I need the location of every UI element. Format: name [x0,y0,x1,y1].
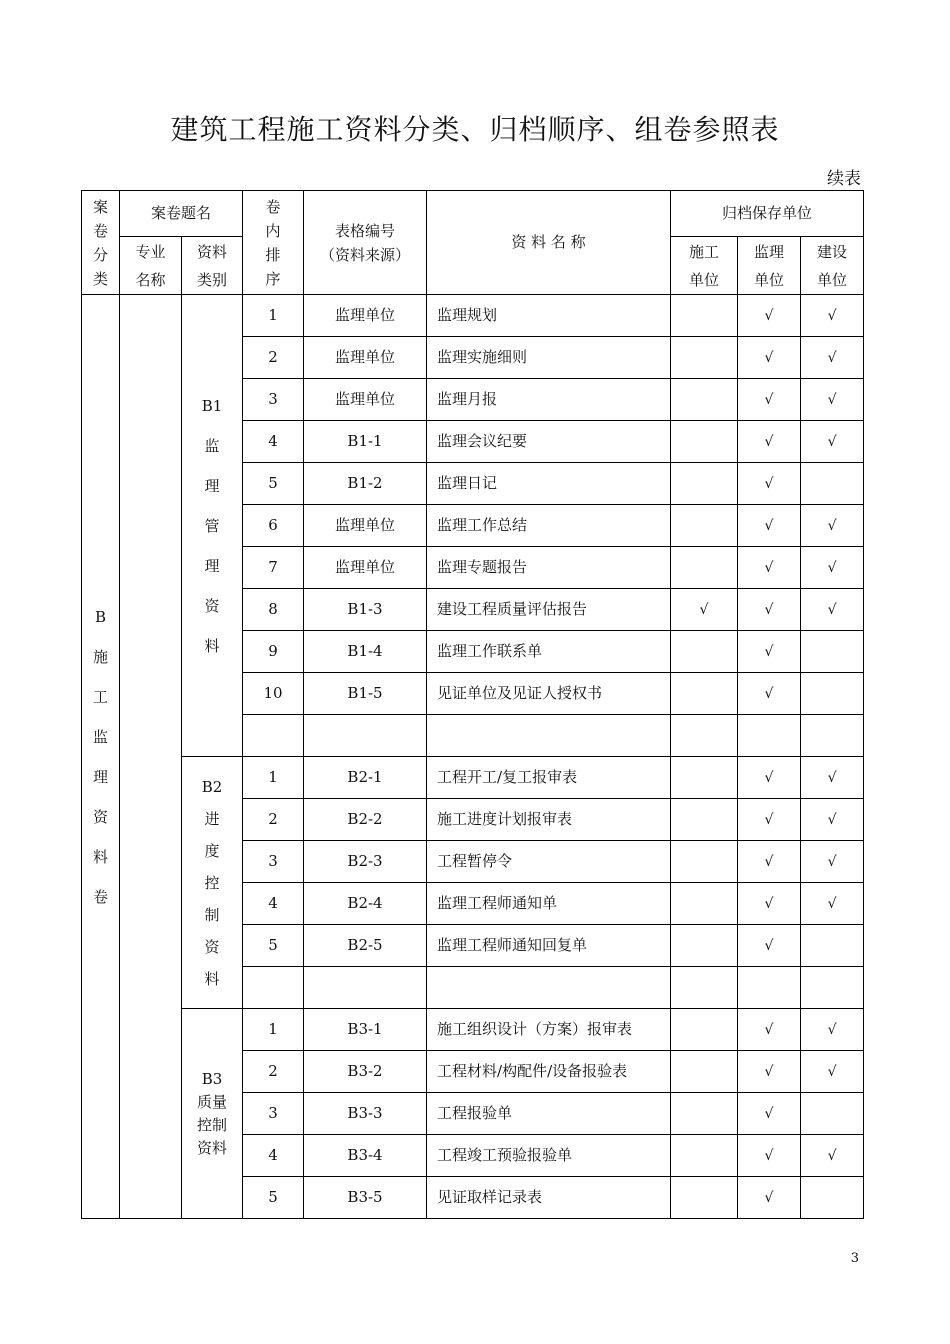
material-name-cell: 建设工程质量评估报告 [427,589,671,631]
material-name-cell [427,715,671,757]
header-case-category-text: 案 卷 分 类 [92,197,108,288]
material-name-cell: 监理工作联系单 [427,631,671,673]
material-name-cell: 工程报验单 [427,1093,671,1135]
supervision-check-cell [738,715,801,757]
check-mark: √ [764,307,774,324]
major-name-cell [120,295,182,1219]
construction-check-cell [671,715,738,757]
supervision-check-cell [738,1135,801,1177]
form-number-cell: B3-3 [304,1093,427,1135]
check-mark: √ [699,601,709,618]
table-row [82,1009,864,1051]
form-number-cell: B1-5 [304,673,427,715]
owner-check-cell [801,1135,864,1177]
check-mark: √ [764,895,774,912]
check-mark: √ [827,433,837,450]
check-mark: √ [827,559,837,576]
material-category-cell [182,1009,243,1219]
check-mark: √ [827,1147,837,1164]
owner-check-cell [801,421,864,463]
supervision-check-cell [738,1009,801,1051]
material-name-cell: 工程材料/构配件/设备报验表 [427,1051,671,1093]
order-cell: 4 [243,421,304,463]
owner-check-cell [801,883,864,925]
material-name-cell: 监理月报 [427,379,671,421]
form-number-cell: 监理单位 [304,295,427,337]
check-mark: √ [764,559,774,576]
order-cell [243,967,304,1009]
supervision-check-cell [738,337,801,379]
continued-label: 续表 [827,169,861,189]
material-name-cell: 见证单位及见证人授权书 [427,673,671,715]
construction-check-cell [671,967,738,1009]
form-number-cell [304,715,427,757]
order-cell: 5 [243,463,304,505]
header-form-number-text: 表格编号 （资料来源） [320,221,411,264]
page-title: 建筑工程施工资料分类、归档顺序、组卷参照表 [170,113,780,146]
order-cell: 4 [243,1135,304,1177]
order-cell: 3 [243,1093,304,1135]
header-supervision-unit-text: 监理 单位 [754,242,785,289]
owner-check-cell [801,631,864,673]
supervision-check-cell [738,631,801,673]
order-cell: 3 [243,379,304,421]
check-mark: √ [827,853,837,870]
owner-check-cell [801,1051,864,1093]
construction-check-cell [671,757,738,799]
order-cell: 2 [243,337,304,379]
check-mark: √ [827,1063,837,1080]
header-owner-unit [801,237,864,295]
check-mark: √ [827,391,837,408]
form-number-cell: B2-2 [304,799,427,841]
check-mark: √ [764,937,774,954]
supervision-check-cell [738,547,801,589]
check-mark: √ [764,517,774,534]
owner-check-cell [801,673,864,715]
supervision-check-cell [738,379,801,421]
header-case-title: 案卷题名 [120,191,243,237]
check-mark: √ [764,1021,774,1038]
material-category-label: B2 进 度 控 制 资 料 [201,777,223,988]
category-label: B 施 工 监 理 资 料 卷 [92,607,108,906]
material-name-cell: 监理会议纪要 [427,421,671,463]
table-row [82,295,864,337]
check-mark: √ [827,601,837,618]
check-mark: √ [764,811,774,828]
construction-check-cell [671,1093,738,1135]
construction-check-cell [671,421,738,463]
construction-check-cell [671,883,738,925]
construction-check-cell [671,841,738,883]
check-mark: √ [827,1021,837,1038]
supervision-check-cell [738,841,801,883]
check-mark: √ [764,601,774,618]
material-name-cell: 工程暂停令 [427,841,671,883]
construction-check-cell [671,337,738,379]
check-mark: √ [827,307,837,324]
material-name-cell: 监理实施细则 [427,337,671,379]
order-cell: 1 [243,1009,304,1051]
construction-check-cell [671,1051,738,1093]
form-number-cell: 监理单位 [304,337,427,379]
order-cell: 1 [243,295,304,337]
material-name-cell: 见证取样记录表 [427,1177,671,1219]
supervision-check-cell [738,295,801,337]
construction-check-cell [671,799,738,841]
supervision-check-cell [738,883,801,925]
check-mark: √ [764,685,774,702]
construction-check-cell [671,295,738,337]
header-volume-order-text: 卷 内 排 序 [265,197,281,288]
material-name-cell: 工程竣工预验报验单 [427,1135,671,1177]
construction-check-cell [671,673,738,715]
owner-check-cell [801,463,864,505]
form-number-cell: B2-4 [304,883,427,925]
material-category-label: B1 监 理 管 理 资 料 [201,396,223,655]
supervision-check-cell [738,1177,801,1219]
form-number-cell: B2-5 [304,925,427,967]
supervision-check-cell [738,799,801,841]
check-mark: √ [764,769,774,786]
material-name-cell [427,967,671,1009]
construction-check-cell [671,505,738,547]
check-mark: √ [764,433,774,450]
form-number-cell: B3-5 [304,1177,427,1219]
material-name-cell: 监理规划 [427,295,671,337]
material-name-cell: 监理工程师通知回复单 [427,925,671,967]
owner-check-cell [801,589,864,631]
check-mark: √ [827,895,837,912]
archive-table [81,190,864,1219]
construction-check-cell [671,1135,738,1177]
construction-check-cell [671,463,738,505]
header-material-category-text: 资料 类别 [197,242,228,289]
construction-check-cell [671,925,738,967]
check-mark: √ [764,1189,774,1206]
material-name-cell: 监理工作总结 [427,505,671,547]
order-cell: 4 [243,883,304,925]
material-category-cell [182,757,243,1009]
owner-check-cell [801,1177,864,1219]
order-cell [243,715,304,757]
form-number-cell: 监理单位 [304,505,427,547]
check-mark: √ [827,517,837,534]
table-row [82,757,864,799]
header-major-name-text: 专业 名称 [135,242,166,289]
header-major-name [120,237,182,295]
supervision-check-cell [738,505,801,547]
header-volume-order [243,191,304,295]
construction-check-cell [671,379,738,421]
material-name-cell: 工程开工/复工报审表 [427,757,671,799]
owner-check-cell [801,547,864,589]
form-number-cell: B3-2 [304,1051,427,1093]
material-name-cell: 施工进度计划报审表 [427,799,671,841]
construction-check-cell [671,1009,738,1051]
construction-check-cell [671,631,738,673]
header-material-category [182,237,243,295]
order-cell: 2 [243,799,304,841]
construction-check-cell [671,547,738,589]
check-mark: √ [764,853,774,870]
construction-check-cell [671,1177,738,1219]
order-cell: 3 [243,841,304,883]
form-number-cell: B2-3 [304,841,427,883]
order-cell: 5 [243,1177,304,1219]
material-category-cell [182,295,243,757]
category-cell [82,295,120,1219]
check-mark: √ [764,1063,774,1080]
supervision-check-cell [738,673,801,715]
check-mark: √ [764,475,774,492]
owner-check-cell [801,379,864,421]
check-mark: √ [764,1105,774,1122]
header-construction-unit [671,237,738,295]
header-case-category [82,191,120,295]
supervision-check-cell [738,925,801,967]
header-archive-units: 归档保存单位 [671,191,864,237]
supervision-check-cell [738,421,801,463]
form-number-cell: B3-4 [304,1135,427,1177]
form-number-cell [304,967,427,1009]
owner-check-cell [801,757,864,799]
check-mark: √ [764,349,774,366]
material-name-cell: 监理专题报告 [427,547,671,589]
order-cell: 1 [243,757,304,799]
order-cell: 8 [243,589,304,631]
check-mark: √ [827,349,837,366]
form-number-cell: B1-2 [304,463,427,505]
header-form-number [304,191,427,295]
order-cell: 5 [243,925,304,967]
material-name-cell: 施工组织设计（方案）报审表 [427,1009,671,1051]
supervision-check-cell [738,1093,801,1135]
header-supervision-unit [738,237,801,295]
owner-check-cell [801,337,864,379]
order-cell: 9 [243,631,304,673]
order-cell: 7 [243,547,304,589]
header-material-name: 资 料 名 称 [427,191,671,295]
header-owner-unit-text: 建设 单位 [817,242,848,289]
form-number-cell: 监理单位 [304,379,427,421]
supervision-check-cell [738,463,801,505]
construction-check-cell [671,589,738,631]
owner-check-cell [801,799,864,841]
form-number-cell: B1-3 [304,589,427,631]
owner-check-cell [801,295,864,337]
owner-check-cell [801,841,864,883]
page-number: 3 [850,1251,859,1266]
supervision-check-cell [738,1051,801,1093]
owner-check-cell [801,715,864,757]
form-number-cell: B2-1 [304,757,427,799]
supervision-check-cell [738,757,801,799]
form-number-cell: B1-4 [304,631,427,673]
check-mark: √ [764,1147,774,1164]
check-mark: √ [764,391,774,408]
order-cell: 2 [243,1051,304,1093]
check-mark: √ [827,811,837,828]
material-name-cell: 监理日记 [427,463,671,505]
form-number-cell: B1-1 [304,421,427,463]
check-mark: √ [827,769,837,786]
owner-check-cell [801,1009,864,1051]
form-number-cell: B3-1 [304,1009,427,1051]
owner-check-cell [801,1093,864,1135]
supervision-check-cell [738,589,801,631]
material-name-cell: 监理工程师通知单 [427,883,671,925]
order-cell: 6 [243,505,304,547]
owner-check-cell [801,505,864,547]
check-mark: √ [764,643,774,660]
order-cell: 10 [243,673,304,715]
owner-check-cell [801,925,864,967]
supervision-check-cell [738,967,801,1009]
header-construction-unit-text: 施工 单位 [689,242,720,289]
material-category-label: B3 质量 控制 资料 [197,1069,228,1157]
form-number-cell: 监理单位 [304,547,427,589]
header-row-top [82,191,864,237]
owner-check-cell [801,967,864,1009]
